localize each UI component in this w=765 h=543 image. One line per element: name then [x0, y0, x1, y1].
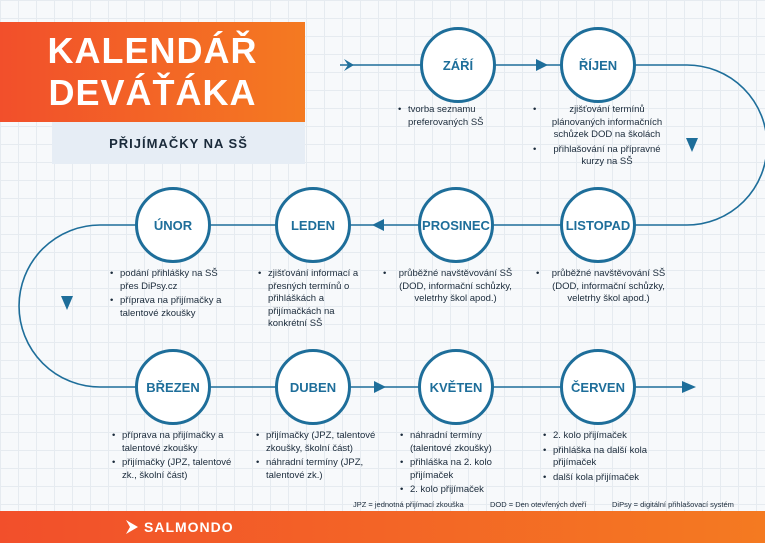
month-list-listopad — [536, 268, 671, 308]
arrow-right-icon — [536, 59, 548, 71]
legend-dod: DOD = Den otevřených dveří — [490, 500, 587, 509]
arrow-down-icon — [686, 138, 698, 152]
month-list-leden — [258, 268, 368, 333]
list-item: • 2. kolo přijímaček — [543, 430, 668, 443]
month-circle-zari: ZÁŘÍ — [420, 27, 496, 103]
list-item: • přijímačky (JPZ, talentové zkoušky, školní část) — [256, 430, 381, 455]
list-item: • průběžné navštěvování SŠ (DOD, informační schůzky, veletrhy škol apod.) — [536, 268, 671, 306]
list-item: • příprava na přijímačky a talentové zkoušky — [112, 430, 237, 455]
month-list-brezen — [112, 430, 237, 484]
month-circle-unor: ÚNOR — [135, 187, 211, 263]
arrow-end-icon — [682, 381, 696, 393]
month-circle-kveten: KVĚTEN — [418, 349, 494, 425]
play-arrow-icon — [126, 520, 138, 534]
legend-jpz: JPZ = jednotná přijímací zkouška — [353, 500, 464, 509]
month-list-cerven — [543, 430, 668, 486]
month-circle-leden: LEDEN — [275, 187, 351, 263]
list-item: • přihláška na 2. kolo přijímaček — [400, 457, 525, 482]
month-list-unor — [110, 268, 235, 322]
list-item: • přihláška na další kola přijímaček — [543, 445, 668, 470]
arrow-down-icon — [61, 296, 73, 310]
month-list-duben — [256, 430, 381, 484]
month-circle-duben: DUBEN — [275, 349, 351, 425]
list-item: • náhradní termíny (JPZ, talentové zk.) — [256, 457, 381, 482]
page-subtitle: PŘIJÍMAČKY NA SŠ — [109, 135, 248, 151]
month-circle-rijen: ŘÍJEN — [560, 27, 636, 103]
arrow-left-icon — [372, 219, 384, 231]
month-list-kveten — [400, 430, 525, 499]
list-item: • zjišťování termínů plánovaných informačních schůzek DOD na školách — [533, 104, 671, 142]
list-item: • 2. kolo přijímaček — [400, 484, 525, 497]
list-item: • další kola přijímaček — [543, 472, 668, 485]
page-title-line-1: KALENDÁŘ — [47, 30, 258, 71]
month-circle-listopad: LISTOPAD — [560, 187, 636, 263]
list-item: • příprava na přijímačky a talentové zkoušky — [110, 295, 235, 320]
month-circle-prosinec: PROSINEC — [418, 187, 494, 263]
list-item: • podání přihlášky na SŠ přes DiPsy.cz — [110, 268, 235, 293]
list-item: • tvorba seznamu preferovaných SŠ — [398, 104, 518, 129]
list-item: • průběžné navštěvování SŠ (DOD, informační schůzky, veletrhy škol apod.) — [383, 268, 518, 306]
arrow-right-icon — [374, 381, 386, 393]
list-item: • náhradní termíny (talentové zkoušky) — [400, 430, 525, 455]
month-list-zari — [398, 104, 518, 131]
list-item: • zjišťování informací a přesných termínů o přihláškách a přijímačkách na konkrétní SŠ — [258, 268, 368, 331]
month-list-prosinec — [383, 268, 518, 308]
page-title-line-2: DEVÁŤÁKA — [48, 72, 257, 113]
month-circle-cerven: ČERVEN — [560, 349, 636, 425]
list-item: • přihlašování na přípravné kurzy na SŠ — [533, 144, 671, 169]
month-circle-brezen: BŘEZEN — [135, 349, 211, 425]
list-item: • přijímačky (JPZ, talentové zk., školní část) — [112, 457, 237, 482]
legend-dipsy: DiPsy = digitální přihlašovací systém — [612, 500, 734, 509]
brand-logo — [126, 519, 234, 535]
footer-bar — [0, 511, 765, 543]
month-list-rijen — [533, 104, 671, 171]
brand-name: SALMONDO — [144, 519, 234, 535]
